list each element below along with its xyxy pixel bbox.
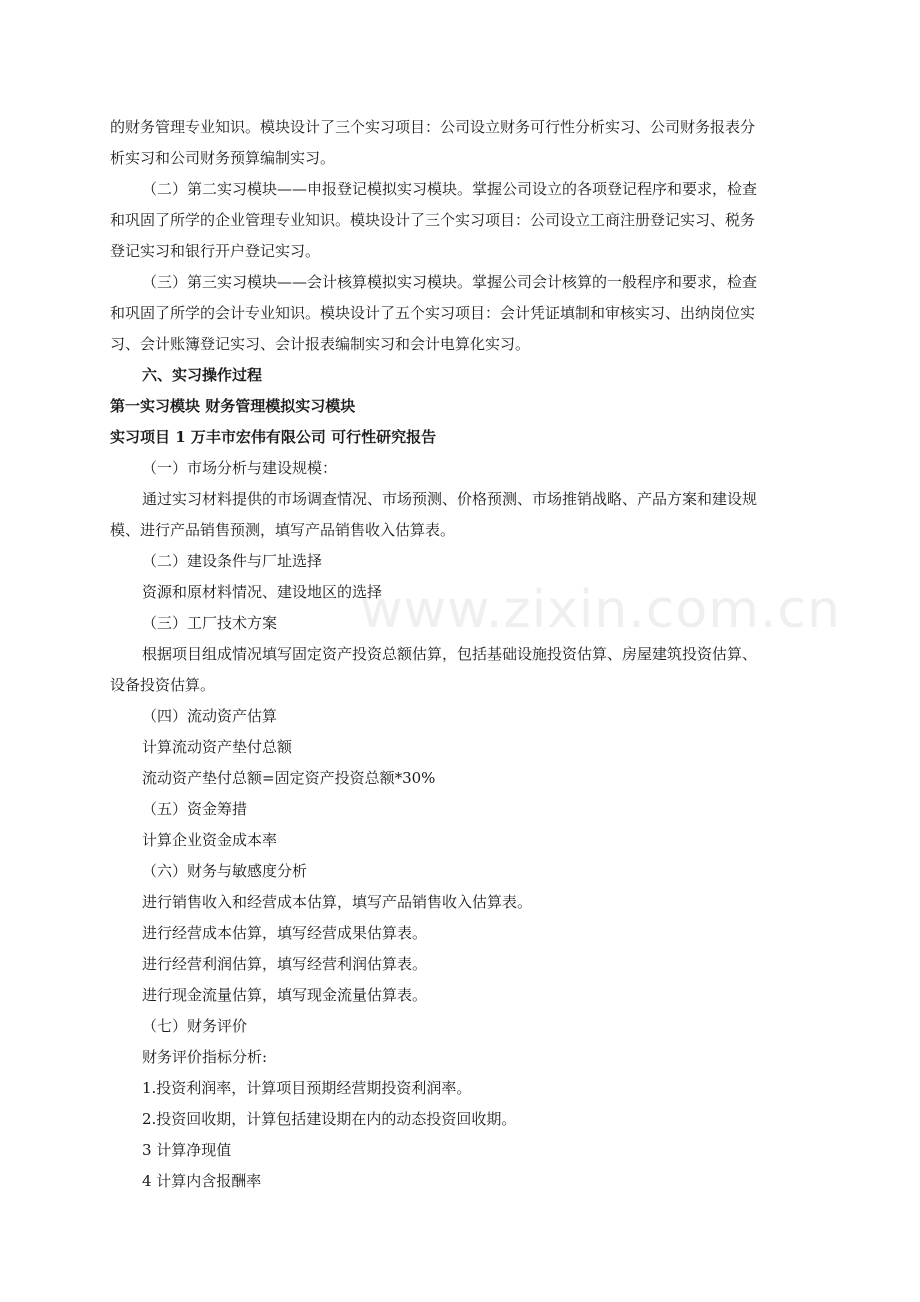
text-line: 进行现金流量估算，填写现金流量估算表。	[142, 986, 428, 1004]
text-line: 计算企业资金成本率	[142, 831, 278, 849]
text-line: 流动资产垫付总额=固定资产投资总额*30%	[142, 769, 436, 787]
text-line: 模、进行产品销售预测，填写产品销售收入估算表。	[110, 521, 456, 539]
text-line: 进行经营利润估算，填写经营利润估算表。	[142, 955, 428, 973]
text-line: （七）财务评价	[142, 1017, 248, 1035]
text-line: 资源和原材料情况、建设地区的选择	[142, 583, 383, 601]
text-line: （五）资金筹措	[142, 800, 248, 818]
text-line: 根据项目组成情况填写固定资产投资总额估算，包括基础设施投资估算、房屋建筑投资估算、	[142, 645, 758, 663]
text-line: （三）第三实习模块——会计核算模拟实习模块。掌握公司会计核算的一般程序和要求，检查	[142, 273, 758, 291]
text-line: 习、会计账簿登记实习、会计报表编制实习和会计电算化实习。	[110, 335, 531, 353]
document-body	[110, 112, 812, 1197]
text-line: 设备投资估算。	[110, 676, 216, 694]
text-line: （二）第二实习模块——申报登记模拟实习模块。掌握公司设立的各项登记程序和要求，检查	[142, 180, 758, 198]
text-line: （四）流动资产估算	[142, 707, 278, 725]
text-line: 通过实习材料提供的市场调查情况、市场预测、价格预测、市场推销战略、产品方案和建设规	[142, 490, 758, 508]
text-line: 和巩固了所学的企业管理专业知识。模块设计了三个实习项目：公司设立工商注册登记实习、税务	[110, 211, 756, 229]
section-heading: 六、实习操作过程	[142, 366, 263, 384]
text-line: 3 计算净现值	[142, 1141, 232, 1159]
text-line: 计算流动资产垫付总额	[142, 738, 293, 756]
text-line: （一）市场分析与建设规模：	[142, 459, 338, 477]
section-heading: 实习项目 1 万丰市宏伟有限公司 可行性研究报告	[110, 428, 437, 446]
text-line: 4 计算内含报酬率	[142, 1172, 262, 1190]
text-line: 2.投资回收期，计算包括建设期在内的动态投资回收期。	[142, 1110, 517, 1128]
text-line: 登记实习和银行开户登记实习。	[110, 242, 321, 260]
text-line: （二）建设条件与厂址选择	[142, 552, 323, 570]
text-line: 进行经营成本估算，填写经营成果估算表。	[142, 924, 428, 942]
text-line: 析实习和公司财务预算编制实习。	[110, 149, 336, 167]
watermark: www.zixin.com.cn	[360, 580, 841, 640]
text-line: 1.投资利润率，计算项目预期经营期投资利润率。	[142, 1079, 472, 1097]
text-line: 和巩固了所学的会计专业知识。模块设计了五个实习项目：会计凭证填制和审核实习、出纳岗位实	[110, 304, 756, 322]
text-line: 进行销售收入和经营成本估算，填写产品销售收入估算表。	[142, 893, 533, 911]
text-line: （六）财务与敏感度分析	[142, 862, 308, 880]
section-heading: 第一实习模块 财务管理模拟实习模块	[110, 397, 356, 415]
text-line: （三）工厂技术方案	[142, 614, 278, 632]
text-line: 的财务管理专业知识。模块设计了三个实习项目：公司设立财务可行性分析实习、公司财务报表分	[110, 118, 756, 136]
text-line: 财务评价指标分析:	[142, 1048, 268, 1066]
